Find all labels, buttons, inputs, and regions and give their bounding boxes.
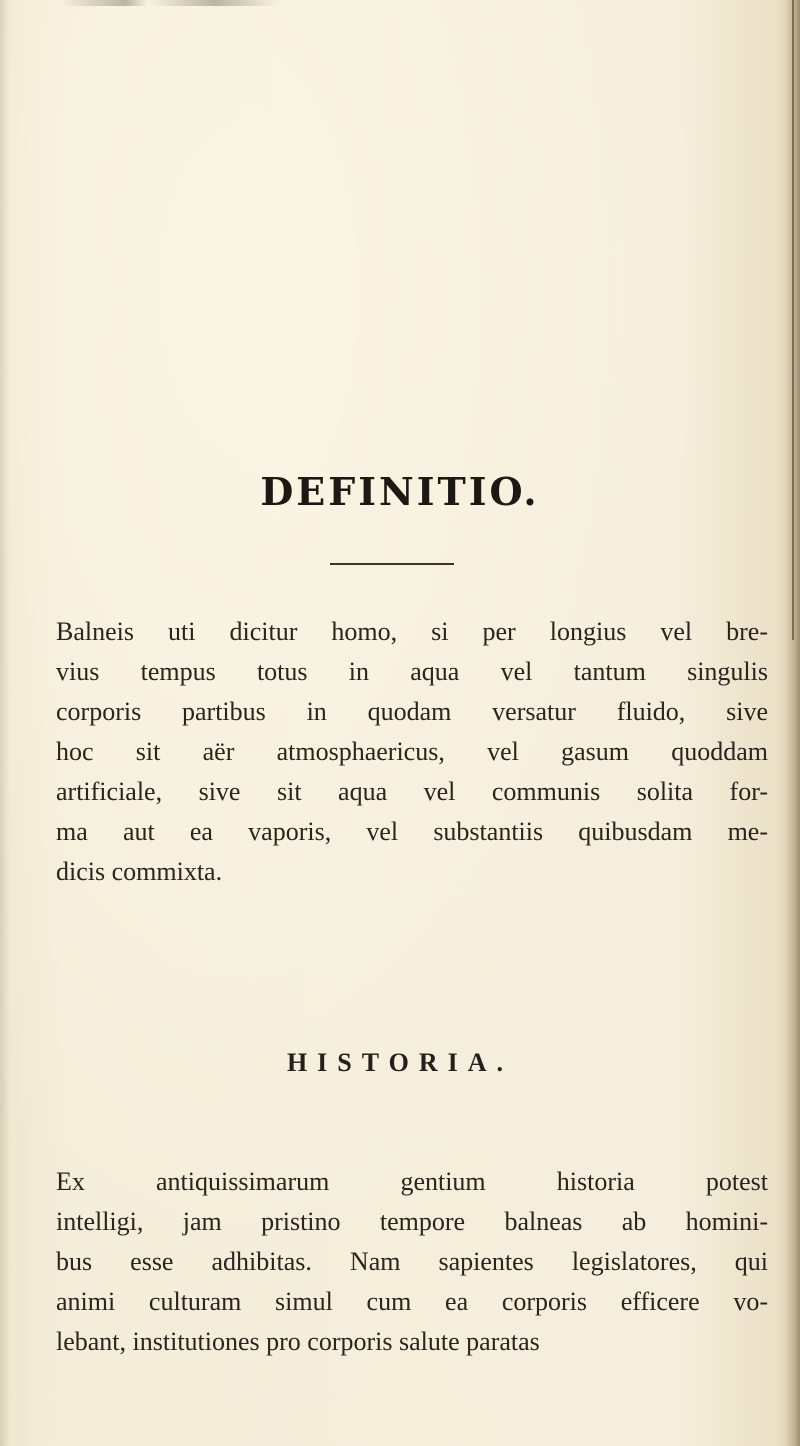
page-left-shadow <box>0 0 10 1446</box>
history-line: intelligi, jam pristino tempore balneas ab homini- <box>56 1207 768 1236</box>
definition-line: dicis commixta. <box>56 857 223 886</box>
history-line: lebant, institutiones pro corporis salute paratas <box>56 1327 540 1356</box>
definition-line: hoc sit aër atmosphaericus, vel gasum quoddam <box>56 737 768 766</box>
definition-line: Balneis uti dicitur homo, si per longius vel bre- <box>56 617 768 646</box>
definition-line: ma aut ea vaporis, vel substantiis quibusdam me- <box>56 817 768 846</box>
definition-line: vius tempus totus in aqua vel tantum singulis <box>56 657 768 686</box>
history-line: animi culturam simul cum ea corporis efficere vo- <box>56 1287 768 1316</box>
top-ink-marks <box>60 0 280 6</box>
definition-line: artificiale, sive sit aqua vel communis solita for- <box>56 777 768 806</box>
history-line: Ex antiquissimarum gentium historia potest <box>56 1167 768 1196</box>
history-paragraph <box>56 1162 768 1362</box>
definition-line: corporis partibus in quodam versatur fluido, sive <box>56 697 768 726</box>
history-line: bus esse adhibitas. Nam sapientes legislatores, qui <box>56 1247 768 1276</box>
history-heading: HISTORIA. <box>286 1048 514 1077</box>
page-binding-line <box>792 0 794 640</box>
heading-rule <box>330 563 454 565</box>
definition-paragraph <box>56 612 768 892</box>
definition-heading: DEFINITIO. <box>260 469 540 514</box>
